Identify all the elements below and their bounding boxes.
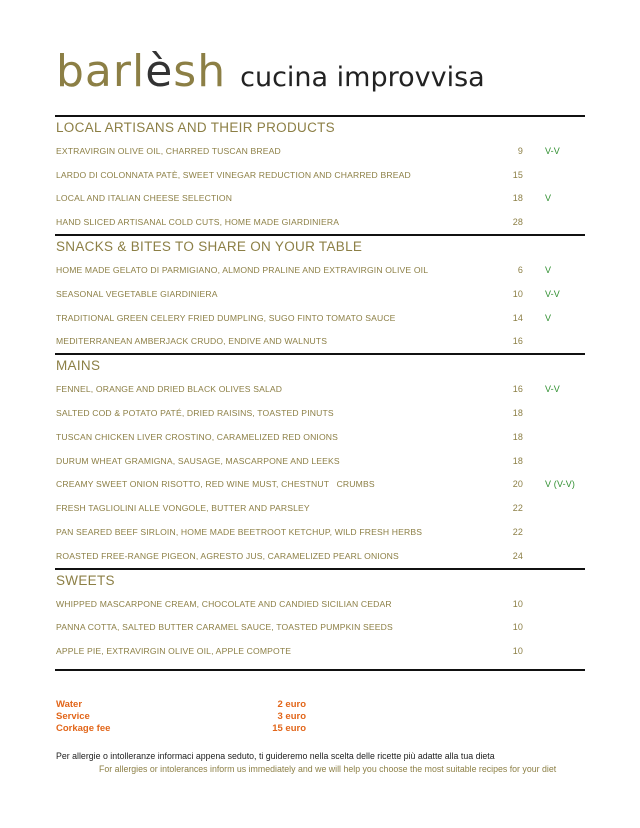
allergy-note-italian: Per allergie o intolleranze informaci appena seduto, ti guideremo nella scelta delle ricette più adatte alla tua dieta <box>56 751 495 761</box>
item-name: LOCAL AND ITALIAN CHEESE SELECTION <box>56 193 233 204</box>
menu-item <box>55 187 585 211</box>
item-name: APPLE PIE, EXTRAVIRGIN OLIVE OIL, APPLE COMPOTE <box>56 646 292 657</box>
item-name: PANNA COTTA, SALTED BUTTER CARAMEL SAUCE, TOASTED PUMPKIN SEEDS <box>56 622 393 633</box>
item-name: HAND SLICED ARTISANAL COLD CUTS, HOME MADE GIARDINIERA <box>56 217 340 228</box>
item-price: 18 <box>512 408 523 419</box>
item-price: 6 <box>517 265 523 276</box>
menu-item <box>55 163 585 187</box>
item-name: TUSCAN CHICKEN LIVER CROSTINO, CARAMELIZED RED ONIONS <box>56 431 339 442</box>
diet-tag: V <box>545 265 552 276</box>
fee-label: Corkage fee <box>56 723 111 734</box>
restaurant-logo <box>56 44 485 100</box>
menu-end-divider <box>55 669 585 671</box>
item-price: 22 <box>512 503 523 514</box>
item-price: 10 <box>512 646 523 657</box>
section-title: SWEETS <box>56 572 115 588</box>
brand-name <box>56 44 226 100</box>
brand-name-accent: è <box>145 46 174 97</box>
section-mains <box>55 353 585 567</box>
fees-list <box>56 699 306 735</box>
item-price: 20 <box>512 479 523 490</box>
item-price: 10 <box>512 598 523 609</box>
item-name: HOME MADE GELATO DI PARMIGIANO, ALMOND PRALINE AND EXTRAVIRGIN OLIVE OIL <box>56 265 429 276</box>
item-price: 14 <box>512 312 523 323</box>
menu-item <box>55 282 585 306</box>
menu-item <box>55 425 585 449</box>
fee-amount: 15 euro <box>272 723 306 734</box>
fee-corkage <box>56 723 306 735</box>
item-price: 28 <box>512 217 523 228</box>
section-title: SNACKS & BITES TO SHARE ON YOUR TABLE <box>56 239 363 255</box>
section-title: MAINS <box>56 358 101 374</box>
item-name: MEDITERRANEAN AMBERJACK CRUDO, ENDIVE AND WALNUTS <box>56 336 328 347</box>
fee-amount: 3 euro <box>277 711 306 722</box>
menu-item <box>55 449 585 473</box>
item-price: 10 <box>512 288 523 299</box>
item-price: 18 <box>512 193 523 204</box>
fee-label: Service <box>56 711 90 722</box>
item-name: SEASONAL VEGETABLE GIARDINIERA <box>56 288 218 299</box>
item-name: DURUM WHEAT GRAMIGNA, SAUSAGE, MASCARPONE AND LEEKS <box>56 455 340 466</box>
menu <box>55 115 585 671</box>
item-name: PAN SEARED BEEF SIRLOIN, HOME MADE BEETROOT KETCHUP, WILD FRESH HERBS <box>56 527 423 538</box>
item-name: CREAMY SWEET ONION RISOTTO, RED WINE MUST, CHESTNUT CRUMBS <box>56 479 375 490</box>
menu-item <box>55 306 585 330</box>
item-name: TRADITIONAL GREEN CELERY FRIED DUMPLING, SUGO FINTO TOMATO SAUCE <box>56 312 396 323</box>
diet-tag: V (V-V) <box>545 479 576 490</box>
menu-item <box>55 139 585 163</box>
menu-item <box>55 520 585 544</box>
item-price: 16 <box>512 384 523 395</box>
diet-tag: V-V <box>545 384 560 395</box>
item-name: ROASTED FREE-RANGE PIGEON, AGRESTO JUS, CARAMELIZED PEARL ONIONS <box>56 550 399 561</box>
item-price: 18 <box>512 455 523 466</box>
item-name: SALTED COD & POTATO PATÉ, DRIED RAISINS, TOASTED PINUTS <box>56 408 334 419</box>
diet-tag: V-V <box>545 145 560 156</box>
item-price: 15 <box>512 169 523 180</box>
item-price: 9 <box>517 145 523 156</box>
menu-item <box>55 544 585 568</box>
menu-item <box>55 616 585 640</box>
item-name: LARDO DI COLONNATA PATÈ, SWEET VINEGAR REDUCTION AND CHARRED BREAD <box>56 169 411 180</box>
item-name: FRESH TAGLIOLINI ALLE VONGOLE, BUTTER AND PARSLEY <box>56 503 310 514</box>
item-price: 24 <box>512 550 523 561</box>
allergy-note-english: For allergies or intolerances inform us immediately and we will help you choose the most suitable recipes for your diet <box>99 764 557 774</box>
item-name: FENNEL, ORANGE AND DRIED BLACK OLIVES SALAD <box>56 384 283 395</box>
diet-tag: V <box>545 312 552 323</box>
section-snacks <box>55 234 585 353</box>
item-price: 10 <box>512 622 523 633</box>
diet-tag: V-V <box>545 288 560 299</box>
fee-water <box>56 699 306 711</box>
fee-label: Water <box>56 699 83 710</box>
item-price: 22 <box>512 527 523 538</box>
brand-name-suffix: sh <box>173 46 227 97</box>
item-name: WHIPPED MASCARPONE CREAM, CHOCOLATE AND CANDIED SICILIAN CEDAR <box>56 598 392 609</box>
fee-amount: 2 euro <box>277 699 306 710</box>
item-price: 18 <box>512 431 523 442</box>
fee-service <box>56 711 306 723</box>
menu-item <box>55 258 585 282</box>
menu-item <box>55 496 585 520</box>
brand-name-prefix: barl <box>56 46 146 97</box>
item-price: 16 <box>512 336 523 347</box>
menu-item <box>55 210 585 234</box>
menu-item <box>55 473 585 497</box>
item-name: EXTRAVIRGIN OLIVE OIL, CHARRED TUSCAN BREAD <box>56 145 281 156</box>
section-local-artisans <box>55 115 585 234</box>
menu-item <box>55 639 585 663</box>
brand-tagline: cucina improvvisa <box>240 62 485 93</box>
menu-item <box>55 377 585 401</box>
diet-tag: V <box>545 193 552 204</box>
menu-item <box>55 401 585 425</box>
section-sweets <box>55 568 585 669</box>
menu-item <box>55 330 585 354</box>
section-title: LOCAL ARTISANS AND THEIR PRODUCTS <box>56 120 335 135</box>
menu-item <box>55 592 585 616</box>
